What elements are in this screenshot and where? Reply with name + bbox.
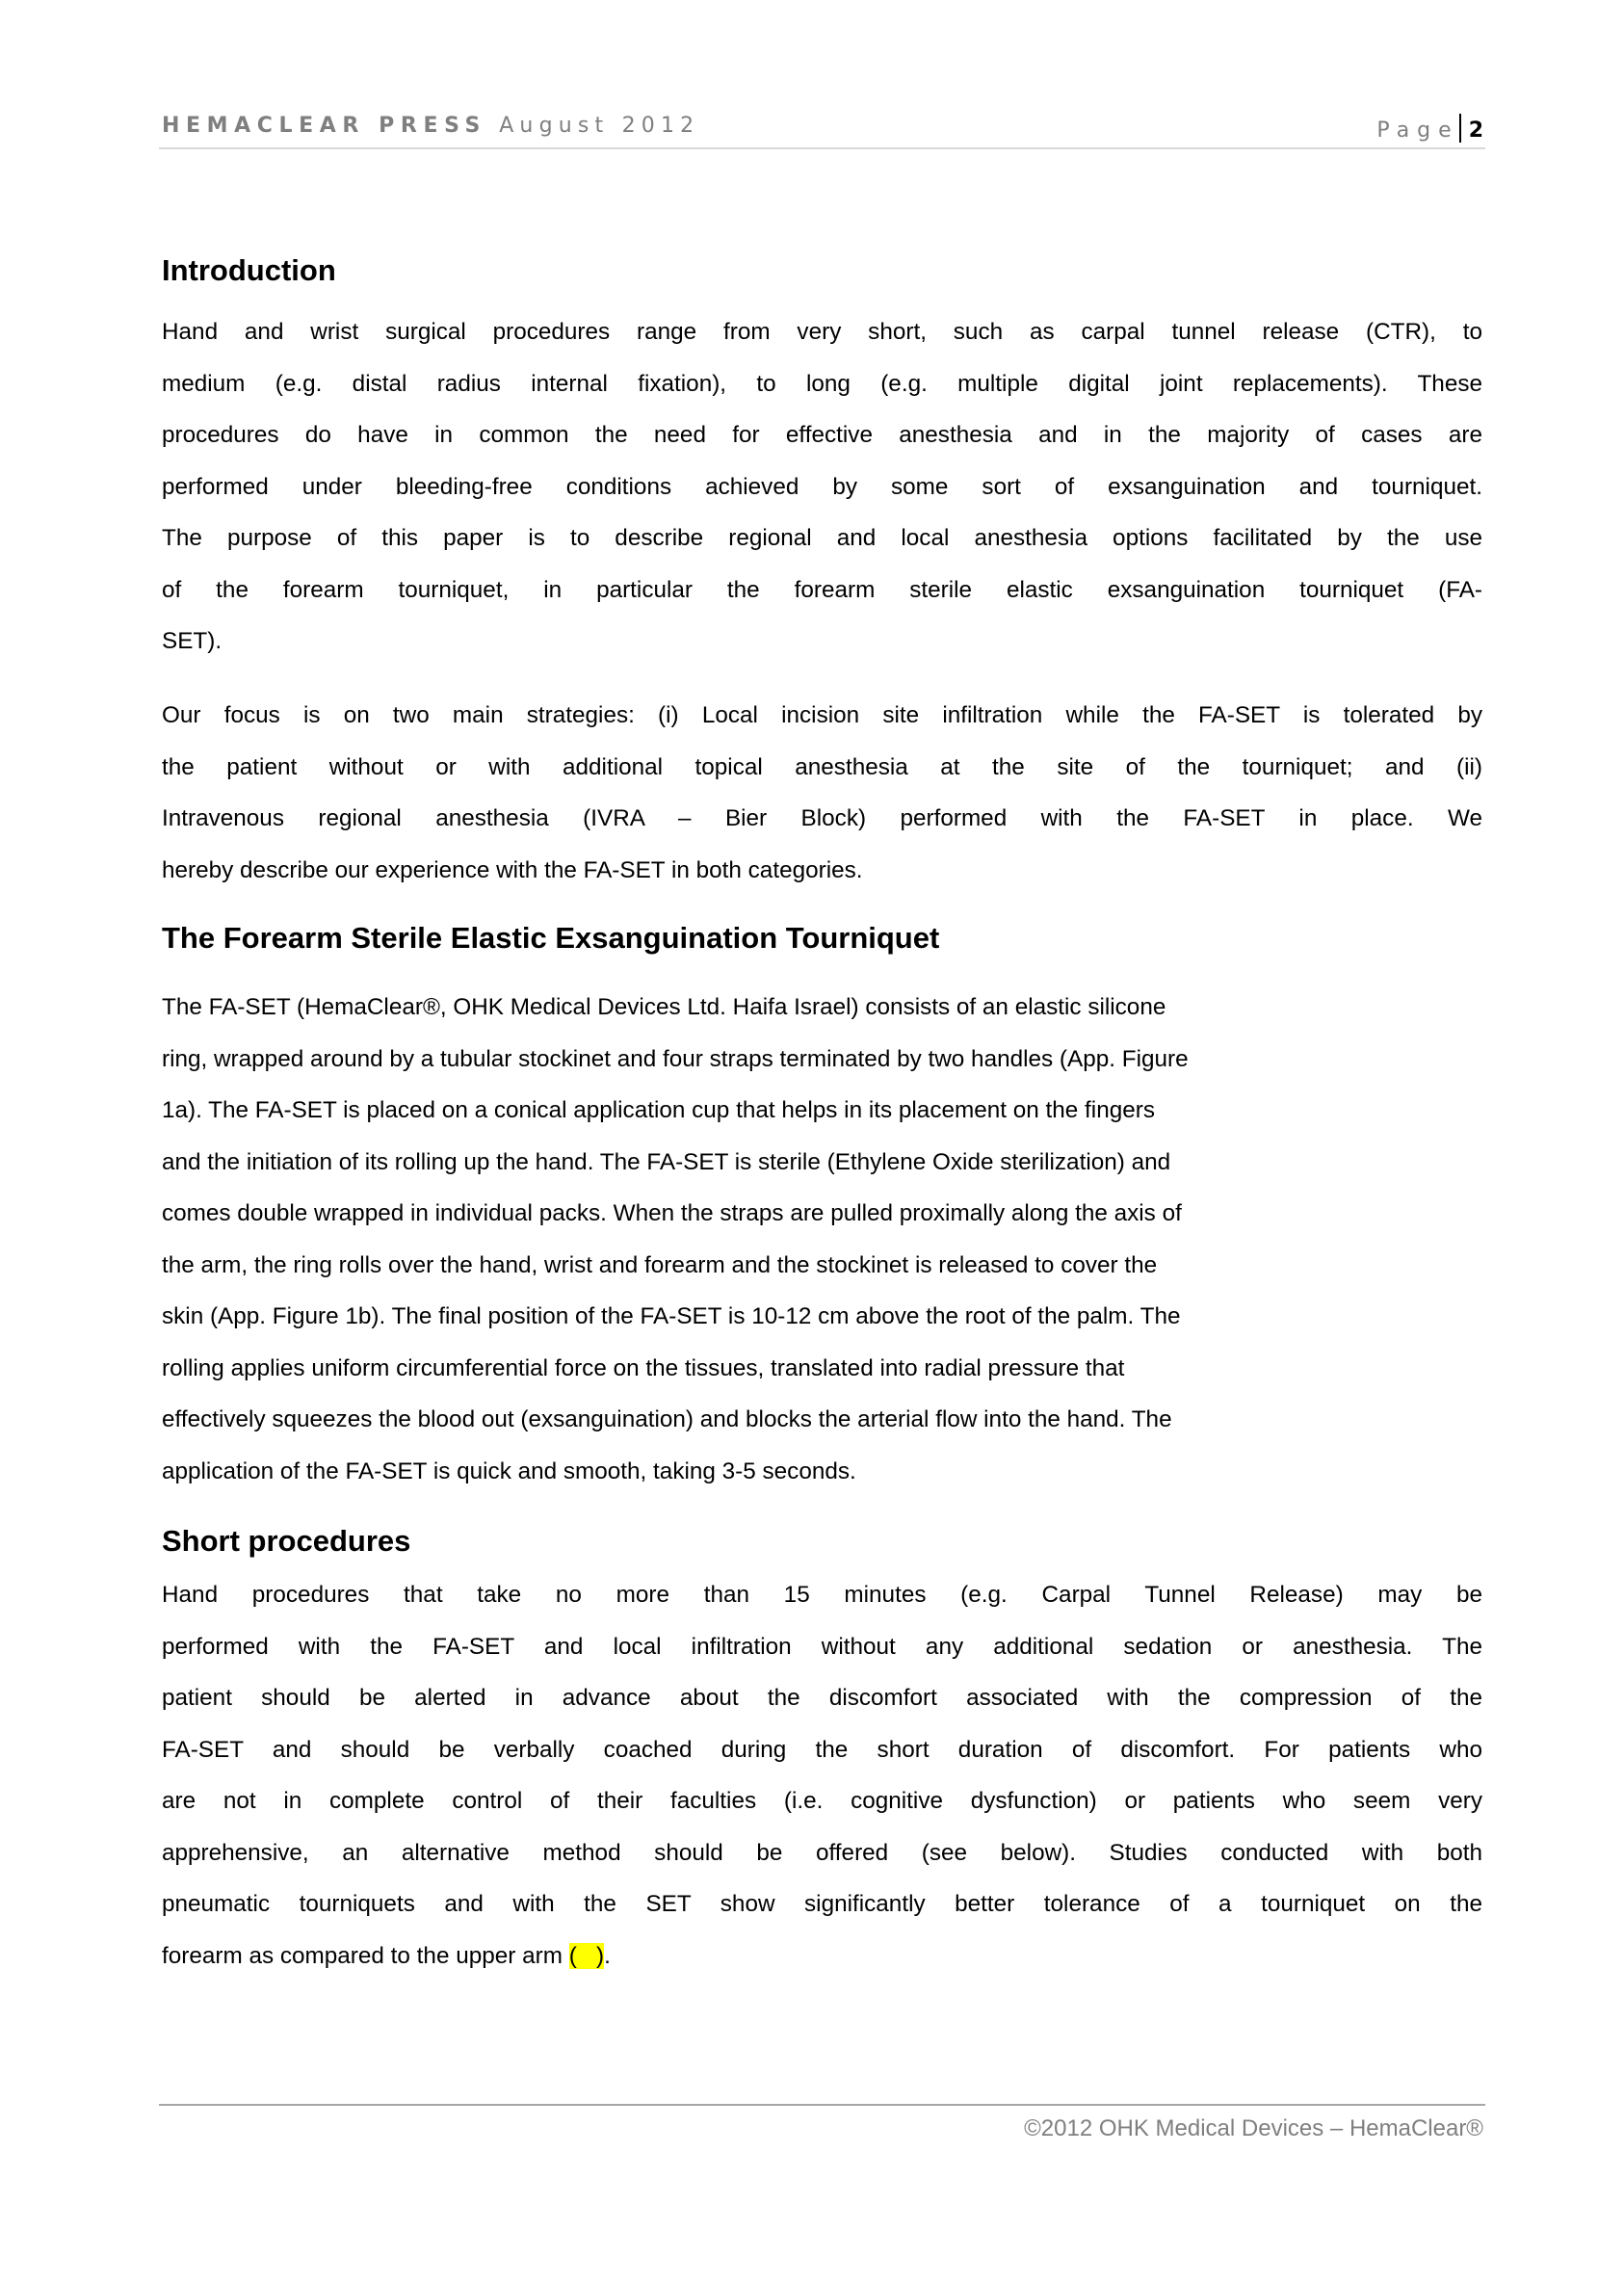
section-heading-forearm-set: The Forearm Sterile Elastic Exsanguination Tourniquet xyxy=(162,921,940,955)
paragraph-intro-2 xyxy=(162,690,1482,896)
text-line: apprehensive, an alternative method should be offered (see below). Studies conducted with both xyxy=(162,1839,1482,1866)
paragraph-forearm-set xyxy=(162,982,1482,1497)
text-line: application of the FA-SET is quick and smooth, taking 3-5 seconds. xyxy=(162,1457,856,1484)
text-line: effectively squeezes the blood out (exsanguination) and blocks the arterial flow into the hand. The xyxy=(162,1406,1172,1432)
page-header xyxy=(162,114,1483,143)
text-line: Intravenous regional anesthesia (IVRA – Bier Block) performed with the FA-SET in place. We xyxy=(162,805,1482,831)
text-line: performed with the FA-SET and local infiltration without any additional sedation or anesthesia. The xyxy=(162,1633,1482,1660)
text-fragment: . xyxy=(604,1942,611,1969)
text-line: Hand procedures that take no more than 15 minutes (e.g. Carpal Tunnel Release) may be xyxy=(162,1582,1482,1608)
page-indicator xyxy=(1376,114,1483,143)
header-title xyxy=(162,114,699,138)
text-line: comes double wrapped in individual packs. When the straps are pulled proximally along the axis of xyxy=(162,1200,1182,1226)
text-line: the patient without or with additional topical anesthesia at the site of the tourniquet; and (ii) xyxy=(162,753,1482,780)
text-line: of the forearm tourniquet, in particular the forearm sterile elastic exsanguination tourniquet (FA- xyxy=(162,576,1482,603)
text-fragment: forearm as compared to the upper arm xyxy=(162,1942,569,1969)
page-label: Page xyxy=(1376,118,1459,143)
text-line: The FA-SET (HemaClear®, OHK Medical Devices Ltd. Haifa Israel) consists of an elastic silicone xyxy=(162,994,1166,1020)
text-line-last xyxy=(162,1930,1482,1982)
text-line: The purpose of this paper is to describe regional and local anesthesia options facilitated by the use xyxy=(162,525,1482,551)
text-line: and the initiation of its rolling up the hand. The FA-SET is sterile (Ethylene Oxide sterilization) and xyxy=(162,1148,1171,1175)
page-separator xyxy=(1459,114,1461,143)
text-line: performed under bleeding-free conditions achieved by some sort of exsanguination and tourniquet. xyxy=(162,473,1482,500)
text-line: SET). xyxy=(162,628,223,654)
text-line: medium (e.g. distal radius internal fixation), to long (e.g. multiple digital joint replacements). These xyxy=(162,370,1482,397)
text-line: 1a). The FA-SET is placed on a conical application cup that helps in its placement on the fingers xyxy=(162,1097,1155,1123)
text-line: ring, wrapped around by a tubular stockinet and four straps terminated by two handles (App. Figure xyxy=(162,1045,1189,1072)
section-heading-short-procedures: Short procedures xyxy=(162,1524,411,1558)
text-line: are not in complete control of their faculties (i.e. cognitive dysfunction) or patients who seem very xyxy=(162,1788,1482,1814)
text-line: rolling applies uniform circumferential force on the tissues, translated into radial pressure that xyxy=(162,1354,1125,1381)
footer-divider xyxy=(159,2104,1485,2106)
text-line: Our focus is on two main strategies: (i) Local incision site infiltration while the FA-SET is tolerated by xyxy=(162,702,1482,728)
text-line: hereby describe our experience with the FA-SET in both categories. xyxy=(162,856,863,883)
page-number: 2 xyxy=(1468,118,1483,143)
header-divider xyxy=(159,147,1485,149)
text-line: Hand and wrist surgical procedures range from very short, such as carpal tunnel release (CTR), to xyxy=(162,319,1482,345)
text-line: pneumatic tourniquets and with the SET show significantly better tolerance of a tourniquet on the xyxy=(162,1891,1482,1917)
header-brand: HEMACLEAR PRESS xyxy=(162,114,486,138)
paragraph-intro-1 xyxy=(162,306,1482,668)
text-line: the arm, the ring rolls over the hand, wrist and forearm and the stockinet is released to cover the xyxy=(162,1251,1158,1278)
text-line: FA-SET and should be verbally coached during the short duration of discomfort. For patients who xyxy=(162,1736,1482,1763)
text-line: patient should be alerted in advance about the discomfort associated with the compression of the xyxy=(162,1685,1482,1711)
header-date: August 2012 xyxy=(499,114,700,138)
footer-copyright: ©2012 OHK Medical Devices – HemaClear® xyxy=(1024,2115,1483,2141)
citation-placeholder-highlight: ( ) xyxy=(568,1942,605,1969)
text-line: procedures do have in common the need for effective anesthesia and in the majority of cases are xyxy=(162,422,1482,448)
section-heading-introduction: Introduction xyxy=(162,253,336,287)
text-line: skin (App. Figure 1b). The final position of the FA-SET is 10-12 cm above the root of the palm. The xyxy=(162,1303,1181,1329)
paragraph-short-procedures xyxy=(162,1569,1482,1982)
